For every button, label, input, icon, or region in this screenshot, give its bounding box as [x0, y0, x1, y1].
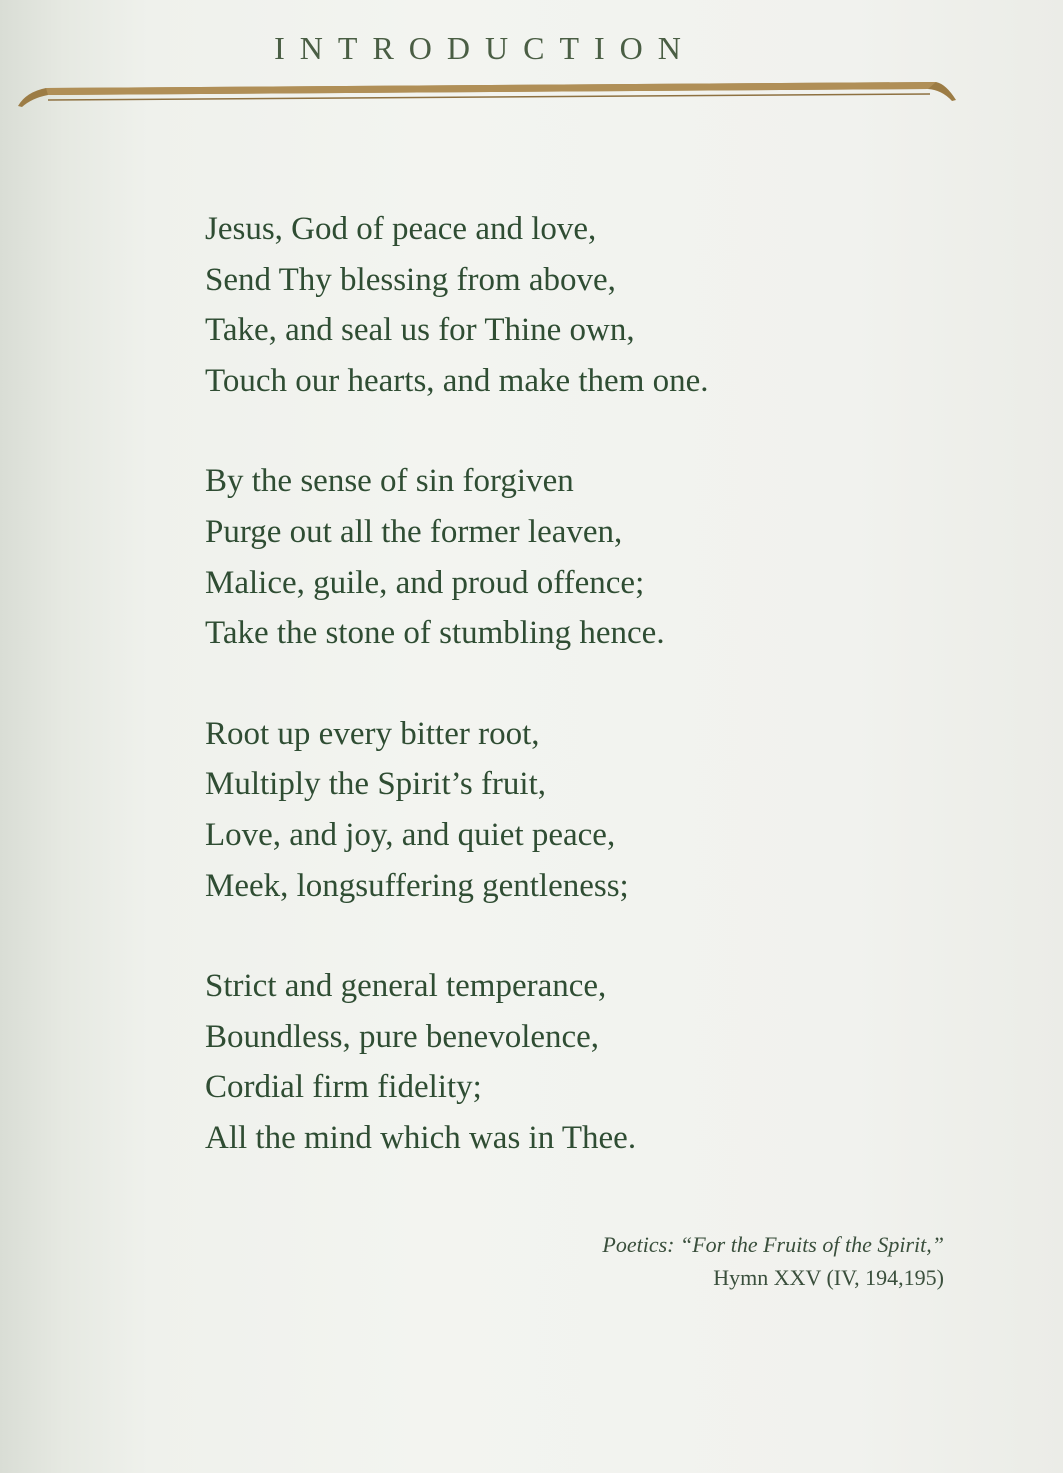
- poem-line: Love, and joy, and quiet peace,: [205, 816, 616, 853]
- poem-line: Cordial firm fidelity;: [205, 1069, 482, 1106]
- poem-line: Touch our hearts, and make them one.: [205, 362, 709, 399]
- poem-line: Strict and general temperance,: [205, 968, 607, 1005]
- poem: [205, 204, 709, 1214]
- stanza: [205, 709, 709, 911]
- stanza: [205, 456, 709, 658]
- poem-line: Malice, guile, and proud offence;: [205, 564, 645, 601]
- stanza: [205, 961, 709, 1163]
- citation: [602, 1228, 944, 1294]
- poem-line: Multiply the Spirit’s fruit,: [205, 766, 547, 803]
- poem-line: Send Thy blessing from above,: [205, 261, 616, 298]
- poem-line: Boundless, pure benevolence,: [205, 1018, 600, 1055]
- poem-line: Take the stone of stumbling hence.: [205, 615, 665, 652]
- poem-line: Meek, longsuffering gentleness;: [205, 867, 629, 904]
- poem-line: All the mind which was in Thee.: [205, 1119, 637, 1156]
- citation-hymn: Hymn XXV (IV, 194,195): [713, 1265, 944, 1290]
- poem-line: Jesus, God of peace and love,: [205, 211, 597, 247]
- decorative-rule: [8, 76, 968, 116]
- poem-line: Root up every bitter root,: [205, 715, 540, 752]
- poem-line: Take, and seal us for Thine own,: [205, 312, 635, 349]
- poem-line: By the sense of sin forgiven: [205, 463, 574, 500]
- poem-line: Purge out all the former leaven,: [205, 513, 623, 550]
- running-head-title: INTRODUCTION: [274, 30, 696, 66]
- citation-source: Poetics: “For the Fruits of the Spirit,”: [602, 1232, 944, 1257]
- stanza: [205, 204, 709, 406]
